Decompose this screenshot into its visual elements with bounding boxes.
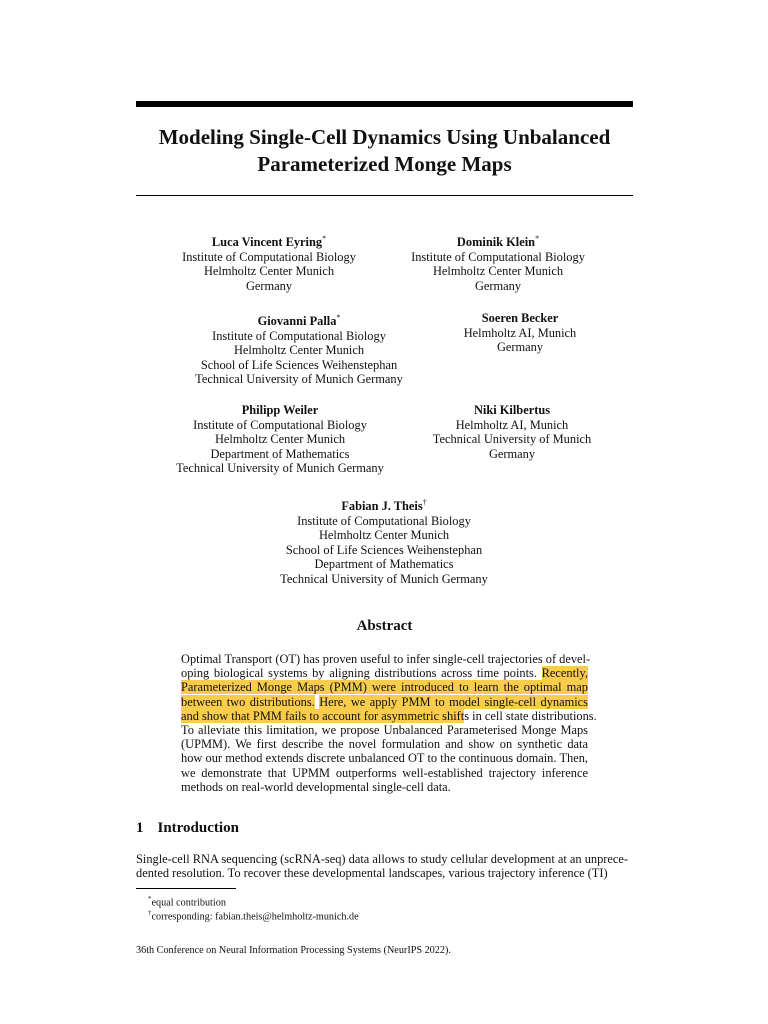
author-affiliation: Helmholtz Center Munich	[432, 264, 564, 279]
text-run: methods on real-world developmental single-cell data.	[181, 779, 451, 794]
author-affiliation: Helmholtz Center Munich	[214, 432, 346, 446]
abstract-line	[181, 766, 588, 780]
conference-footer: 36th Conference on Neural Information Processing Systems (NeurIPS 2022).	[136, 945, 451, 956]
title-top-rule	[136, 101, 633, 107]
abstract-body	[181, 652, 597, 794]
author-affiliation: School of Life Sciences Weihenstephan	[200, 357, 398, 372]
author-name: Philipp Weiler	[241, 403, 319, 417]
author-affiliation: Institute of Computational Biology	[212, 328, 386, 343]
author-name: Giovanni Palla*	[257, 313, 341, 329]
text-run: To alleviate this limitation, we propose Unbalanced Parameterised Monge Maps	[181, 723, 588, 738]
footnote-mark: †	[148, 909, 152, 917]
footnote-text: corresponding: fabian.theis@helmholtz-munich.de	[151, 911, 359, 923]
author-name: Dominik Klein*	[456, 234, 540, 250]
intro-paragraph	[136, 852, 633, 881]
author-block	[150, 232, 388, 293]
author-affiliation: Helmholtz Center Munich	[233, 343, 365, 358]
author-block	[400, 232, 596, 293]
author-affiliation: Technical University of Munich Germany	[176, 461, 384, 475]
text-run: s in cell state distributions.	[464, 708, 597, 723]
author-affiliation: School of Life Sciences Weihenstephan	[285, 542, 483, 557]
section-title: Introduction	[157, 820, 239, 836]
author-affiliation: Helmholtz AI, Munich	[463, 325, 577, 340]
abstract-line	[181, 652, 591, 666]
author-affiliation: Germany	[488, 446, 536, 461]
title-bottom-rule	[136, 195, 633, 196]
author-affiliation: Institute of Computational Biology	[182, 249, 356, 264]
author-name: Niki Kilbertus	[473, 403, 551, 417]
footnote	[148, 907, 359, 923]
text-run: we demonstrate that UPMM outperforms well-established trajectory inference	[181, 765, 588, 780]
text-run: Optimal Transport (OT) has proven useful to infer single-cell trajectories of devel-	[181, 652, 591, 666]
author-block	[412, 403, 612, 461]
author-affiliation: Institute of Computational Biology	[411, 249, 585, 264]
section-number: 1	[136, 820, 144, 836]
author-affiliation: Germany	[474, 278, 522, 293]
highlighted-text: and show that PMM fails to account for asymmetric shift	[181, 708, 465, 723]
abstract-line	[181, 737, 588, 751]
footnote-mark: *	[148, 895, 152, 903]
abstract-line	[181, 780, 588, 794]
title-line: Parameterized Monge Maps	[257, 152, 512, 176]
footnote-text: equal contribution	[151, 897, 226, 909]
footnote-rule	[136, 888, 236, 889]
section-heading	[136, 820, 239, 837]
abstract-line	[181, 666, 588, 680]
author-mark: *	[322, 234, 327, 243]
author-name: Fabian J. Theis†	[341, 498, 427, 514]
author-block	[150, 403, 410, 476]
text-run: oping biological systems by aligning distributions across time points.	[181, 666, 542, 681]
author-mark: *	[336, 313, 341, 322]
text-run: how our method extends discrete unbalanced OT to the continuous domain. Then,	[181, 751, 588, 766]
highlighted-text: Here, we apply PMM to model single-cell dynamics	[319, 694, 588, 709]
intro-line: Single-cell RNA sequencing (scRNA-seq) data allows to study cellular development at an unprece-	[136, 852, 629, 866]
author-block	[420, 311, 620, 355]
author-affiliation: Institute of Computational Biology	[193, 417, 367, 432]
abstract-line	[181, 723, 588, 737]
abstract-line	[181, 708, 597, 723]
highlighted-text: between two distributions.	[181, 694, 315, 709]
author-affiliation: Department of Mathematics	[210, 446, 350, 461]
author-affiliation: Helmholtz Center Munich	[318, 528, 450, 543]
abstract-line	[181, 751, 588, 765]
author-affiliation: Technical University of Munich	[432, 432, 592, 446]
highlighted-text: Recently,	[541, 666, 588, 681]
abstract-line	[181, 680, 588, 694]
author-affiliation: Helmholtz AI, Munich	[455, 417, 569, 432]
author-name: Luca Vincent Eyring*	[211, 234, 327, 250]
author-name: Soeren Becker	[481, 311, 559, 325]
author-block	[234, 496, 534, 586]
author-affiliation: Institute of Computational Biology	[297, 513, 471, 528]
author-block	[160, 311, 438, 387]
author-affiliation: Germany	[245, 278, 293, 293]
author-affiliation: Technical University of Munich Germany	[195, 372, 403, 387]
abstract-line	[181, 695, 588, 709]
author-mark: *	[535, 234, 540, 243]
paper-title	[136, 124, 633, 178]
author-mark: †	[422, 498, 427, 507]
author-affiliation: Department of Mathematics	[314, 557, 454, 572]
title-line: Modeling Single-Cell Dynamics Using Unbalanced	[158, 125, 611, 149]
author-affiliation: Germany	[496, 340, 544, 354]
author-affiliation: Technical University of Munich Germany	[280, 571, 488, 586]
text-run: (UPMM). We first describe the novel formulation and show on synthetic data	[181, 737, 588, 752]
highlighted-text: Parameterized Monge Maps (PMM) were introduced to learn the optimal map	[181, 680, 588, 695]
author-affiliation: Helmholtz Center Munich	[203, 264, 335, 279]
abstract-heading: Abstract	[356, 618, 413, 634]
intro-line: dented resolution. To recover these developmental landscapes, various trajectory inference (TI)	[136, 866, 608, 881]
